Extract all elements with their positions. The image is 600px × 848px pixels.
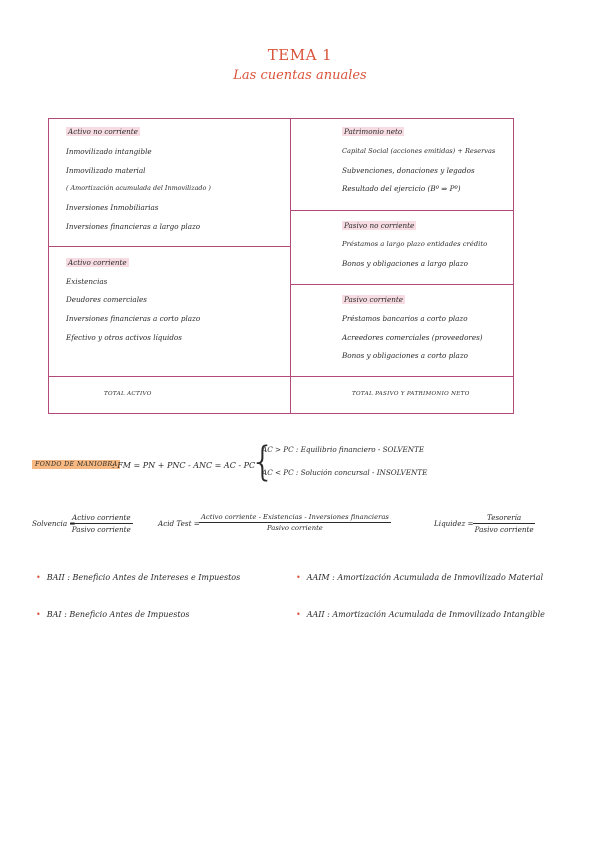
ratio-acid-fraction bbox=[199, 513, 391, 532]
ratio-liquidez-num: Tesorería bbox=[473, 513, 535, 524]
ac-item: Existencias bbox=[66, 277, 108, 286]
pn-item: Resultado del ejercicio (Bº ⇒ Pº) bbox=[342, 184, 461, 193]
abbr-aaim: • AAIM : Amortización Acumulada de Inmovilizado Material bbox=[296, 573, 544, 582]
pc-item: Bonos y obligaciones a corto plazo bbox=[342, 351, 468, 360]
ratio-solvencia-num: Activo corriente bbox=[72, 513, 131, 522]
fondo-maniobra-label: FONDO DE MANIOBRA bbox=[32, 460, 120, 469]
brace-icon: { bbox=[250, 439, 276, 485]
bullet-icon: • bbox=[296, 573, 301, 582]
anc-item: Inversiones Inmobiliarias bbox=[66, 203, 159, 212]
fondo-case-solvente: AC > PC : Equilibrio financiero - SOLVENTE bbox=[262, 445, 425, 454]
ratio-solvencia-name: Solvencia = bbox=[32, 519, 76, 528]
divider-left-mid bbox=[48, 246, 290, 247]
anc-item: Inversiones financieras a largo plazo bbox=[66, 222, 201, 231]
page-subtitle: Las cuentas anuales bbox=[233, 68, 367, 83]
divider-totals bbox=[48, 376, 514, 377]
fondo-maniobra-formula: : FM = PN + PNC - ANC = AC - PC bbox=[112, 461, 256, 470]
divider-right-1 bbox=[290, 210, 514, 211]
pn-header: Patrimonio neto bbox=[344, 127, 403, 136]
pnc-item: Préstamos a largo plazo entidades crédito bbox=[342, 240, 488, 248]
ratio-acid-name: Acid Test = bbox=[158, 519, 200, 528]
ratio-acid-num: Activo corriente - Existencias - Inversiones financieras bbox=[201, 513, 389, 521]
balance-divider bbox=[290, 118, 291, 414]
pn-item: Subvenciones, donaciones y legados bbox=[342, 166, 475, 175]
pc-header: Pasivo corriente bbox=[344, 295, 404, 304]
abbr-baii: • BAII : Beneficio Antes de Intereses e Impuestos bbox=[36, 573, 241, 582]
divider-right-2 bbox=[290, 284, 514, 285]
fondo-case-insolvente: AC < PC : Solución concursal - INSOLVENTE bbox=[262, 468, 428, 477]
ac-item: Deudores comerciales bbox=[66, 295, 147, 304]
anc-header: Activo no corriente bbox=[68, 127, 138, 136]
ratio-solvencia-fraction bbox=[70, 513, 133, 534]
abbr-bai: • BAI : Beneficio Antes de Impuestos bbox=[36, 610, 190, 619]
abbr-aaii: • AAII : Amortización Acumulada de Inmovilizado Intangible bbox=[296, 610, 545, 619]
total-pasivo-pn: TOTAL PASIVO Y PATRIMONIO NETO bbox=[352, 391, 470, 397]
ratio-liquidez-den: Pasivo corriente bbox=[474, 525, 534, 534]
ac-item: Inversiones financieras a corto plazo bbox=[66, 314, 201, 323]
pnc-item: Bonos y obligaciones a largo plazo bbox=[342, 259, 468, 268]
pnc-header: Pasivo no corriente bbox=[344, 221, 415, 230]
ac-header: Activo corriente bbox=[68, 258, 127, 267]
anc-item: Inmovilizado material bbox=[66, 166, 146, 175]
ac-item: Efectivo y otros activos líquidos bbox=[66, 333, 182, 342]
anc-item: Inmovilizado intangible bbox=[66, 147, 152, 156]
anc-item: ( Amortización acumulada del Inmovilizado ) bbox=[66, 184, 211, 192]
ratio-liquidez-name: Liquidez = bbox=[434, 519, 474, 528]
page-title: TEMA 1 bbox=[267, 46, 333, 64]
bullet-icon: • bbox=[36, 573, 41, 582]
ratio-acid-den: Pasivo corriente bbox=[267, 524, 323, 532]
bullet-icon: • bbox=[36, 610, 41, 619]
total-activo: TOTAL ACTIVO bbox=[104, 391, 152, 397]
pc-item: Acreedores comerciales (proveedores) bbox=[342, 333, 483, 342]
ratio-liquidez-fraction bbox=[473, 513, 535, 534]
ratio-solvencia-den: Pasivo corriente bbox=[71, 525, 131, 534]
bullet-icon: • bbox=[296, 610, 301, 619]
pn-item: Capital Social (acciones emitidas) + Reservas bbox=[342, 147, 496, 155]
pc-item: Préstamos bancarios a corto plazo bbox=[342, 314, 468, 323]
